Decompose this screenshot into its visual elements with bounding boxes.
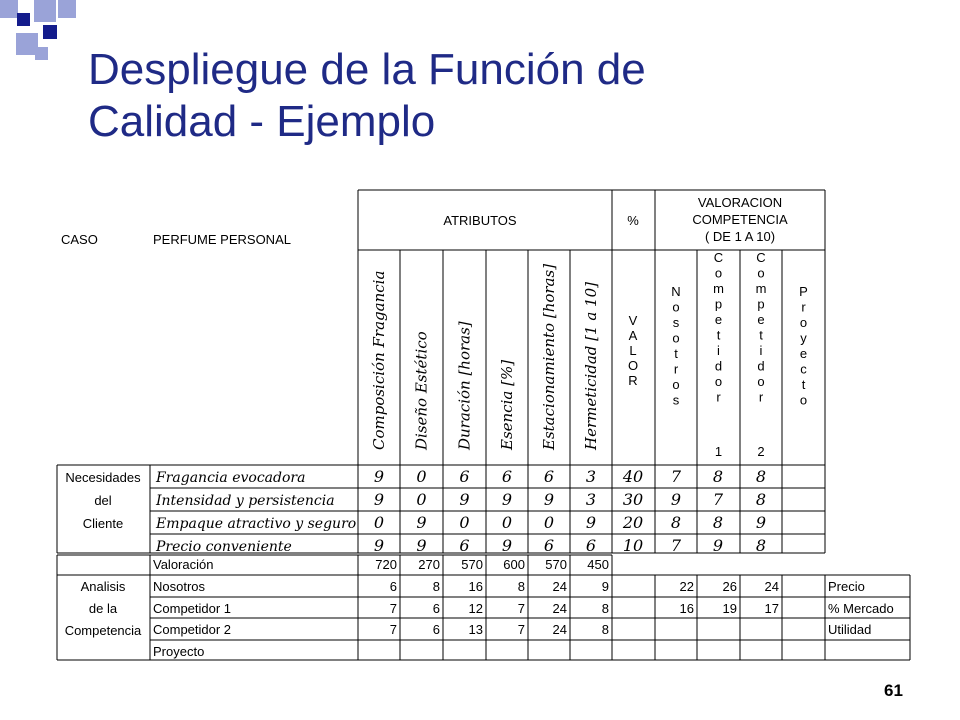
need-comp2: 8 [755,490,767,509]
attribute-name: Duración [horas] [455,321,474,450]
valor-letter: V [628,313,638,328]
competencia-letter: o [714,374,723,389]
analysis-extra: 16 [679,601,694,616]
analysis-extra: 24 [764,579,779,594]
competencia-letter: e [799,346,808,361]
analysis-value: 8 [601,601,609,616]
need-value: 0 [459,513,470,532]
competencia-letter: C [713,250,724,265]
analysis-extra: 26 [722,579,737,594]
need-value: 9 [501,490,513,509]
need-label: Precio conveniente [156,539,292,555]
analysis-row-label: Competidor 1 [153,601,232,616]
atributos-header: ATRIBUTOS [443,213,517,228]
need-value: 0 [373,513,385,532]
needs-group-label: Necesidades [65,470,141,485]
analysis-value: 8 [517,579,525,594]
need-value: 6 [543,467,555,486]
need-valor: 10 [622,536,644,555]
competencia-letter: o [799,392,808,408]
competencia-letter: o [672,377,680,392]
competencia-letter: d [757,358,765,374]
need-nosotros: 7 [670,467,682,486]
competencia-letter: r [673,361,679,377]
analysis-value: 6 [432,622,440,637]
analysis-value: 16 [468,579,483,594]
competencia-letter: o [714,265,723,281]
need-value: 9 [373,490,385,509]
analysis-value: 8 [601,622,609,637]
need-valor: 30 [622,490,644,509]
analysis-extra: 19 [722,601,737,616]
need-comp1: 8 [712,513,724,532]
product-label: PERFUME PERSONAL [153,232,291,247]
competencia-letter: i [717,343,720,358]
competencia-letter: t [801,377,806,392]
need-comp1: 8 [712,467,724,486]
need-value: 9 [501,536,513,555]
valoracion-value: 600 [503,557,525,572]
need-label: Intensidad y persistencia [156,493,335,509]
competencia-letter: r [801,299,806,315]
competencia-letter: p [714,296,723,312]
competencia-letter: o [799,315,808,330]
analysis-right-label: Utilidad [828,622,872,637]
need-value: 6 [543,536,555,555]
need-value: 0 [416,467,427,486]
attribute-name: Composición Fragancia [370,270,388,450]
need-valor: 40 [622,467,644,486]
competencia-letter: m [713,281,724,296]
need-comp2: 8 [755,467,767,486]
analysis-group-label: Analisis [80,579,126,594]
valor-letter: L [629,343,637,358]
competencia-letter: s [672,315,680,330]
percent-header: % [627,213,639,228]
need-value: 6 [585,536,597,555]
analysis-group-label: Competencia [64,623,142,638]
analysis-row-label: Competidor 2 [153,622,232,637]
need-nosotros: 9 [670,490,682,509]
competencia-letter: P [799,284,808,299]
need-valor: 20 [622,513,644,532]
analysis-right-label: Precio [828,579,865,594]
need-comp2: 8 [755,536,767,555]
valoracion-value: 570 [461,557,483,572]
analysis-right-label: % Mercado [828,601,894,616]
need-nosotros: 8 [670,513,682,532]
need-comp1: 7 [712,490,724,509]
competencia-letter: c [800,361,807,377]
slide-title-line-2: Calidad - Ejemplo [88,97,436,146]
competencia-letter: t [674,346,678,361]
need-value: 9 [373,536,385,555]
competencia-letter: i [759,343,763,358]
valor-letter: O [627,358,639,373]
need-nosotros: 7 [670,536,682,555]
competencia-letter: o [757,265,765,281]
valor-letter: R [628,373,638,388]
need-value: 0 [501,513,513,532]
attribute-name: Hermeticidad [1 a 10] [582,282,600,450]
need-value: 9 [459,490,470,509]
competencia-letter: o [757,374,765,389]
need-value: 9 [373,467,385,486]
need-label: Empaque atractivo y seguro [156,516,357,532]
need-comp2: 9 [755,513,767,532]
competencia-letter: y [800,330,807,346]
analysis-value: 7 [389,622,397,637]
competencia-letter: m [755,281,767,296]
analysis-value: 7 [389,601,397,616]
need-value: 9 [416,513,427,532]
need-comp1: 9 [712,536,724,555]
analysis-extra: 22 [679,579,694,594]
valoracion-header: ( DE 1 A 10) [704,229,776,244]
valor-letter: A [628,328,638,343]
need-value: 3 [585,467,597,486]
valoracion-value: 720 [375,557,397,572]
competencia-letter: e [757,312,765,327]
analysis-value: 6 [389,579,397,594]
attribute-name: Esencia [%] [498,359,516,450]
analysis-value: 7 [517,622,525,637]
analysis-value: 24 [552,622,567,637]
competencia-letter: N [671,284,681,299]
competencia-letter: p [757,296,765,312]
valoracion-header: VALORACION [697,195,783,210]
competencia-letter: r [758,389,764,405]
need-value: 9 [543,490,555,509]
analysis-row-label: Nosotros [153,579,206,594]
valoracion-value: 450 [587,557,609,572]
competencia-suffix: 2 [757,444,765,459]
page-number: 61 [884,681,903,700]
competencia-letter: s [672,392,680,408]
need-label: Fragancia evocadora [156,470,306,486]
competencia-letter: o [672,330,680,346]
competencia-letter: r [716,389,721,405]
analysis-value: 12 [468,601,483,616]
valoracion-header: COMPETENCIA [692,212,788,227]
attribute-name: Diseño Estético [412,331,431,450]
competencia-letter: C [756,250,766,265]
competencia-letter: e [714,312,723,327]
need-value: 6 [459,536,470,555]
attribute-name: Estacionamiento [horas] [540,263,558,450]
competencia-letter: t [716,327,721,343]
analysis-group-label: de la [88,601,118,616]
analysis-value: 8 [432,579,440,594]
analysis-value: 24 [552,601,567,616]
need-value: 9 [585,513,597,532]
valoracion-value: 270 [418,557,440,572]
need-value: 0 [543,513,555,532]
analysis-value: 6 [432,601,440,616]
slide-title-line-1: Despliegue de la Función de [88,45,646,94]
analysis-value: 13 [468,622,483,637]
caso-label: CASO [61,232,98,247]
need-value: 6 [501,467,513,486]
analysis-row-label: Proyecto [153,644,205,659]
analysis-extra: 17 [764,601,779,616]
competencia-letter: o [672,299,680,315]
analysis-value: 24 [552,579,567,594]
valoracion-value: 570 [545,557,567,572]
competencia-letter: d [714,358,723,374]
need-value: 3 [585,490,597,509]
needs-group-label: del [94,493,112,508]
need-value: 6 [459,467,470,486]
analysis-value: 7 [517,601,525,616]
analysis-value: 9 [601,579,609,594]
need-value: 0 [416,490,427,509]
valoracion-label: Valoración [153,557,214,572]
competencia-letter: t [759,327,763,343]
competencia-suffix: 1 [714,444,723,459]
needs-group-label: Cliente [82,516,124,531]
need-value: 9 [416,536,427,555]
